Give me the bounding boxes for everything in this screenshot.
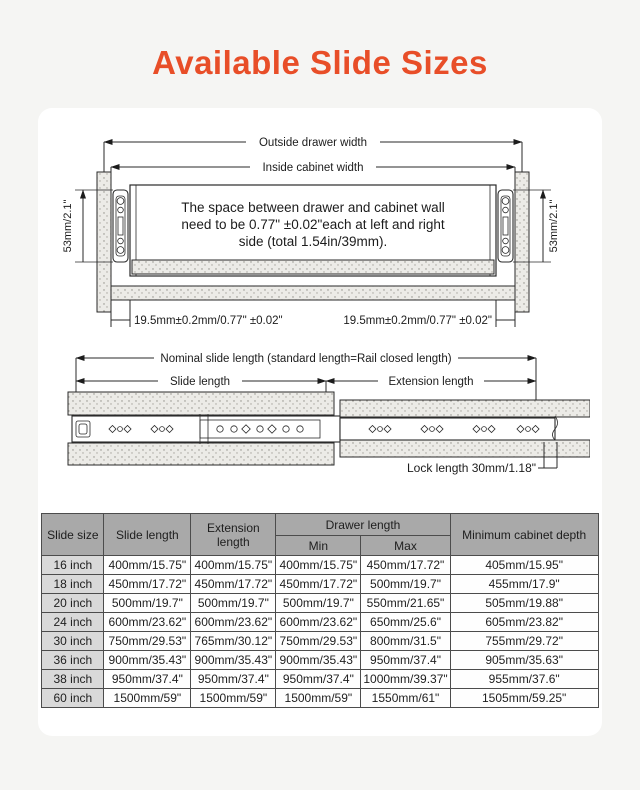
cell: 450mm/17.72" [361, 556, 450, 575]
cell: 505mm/19.88" [450, 594, 598, 613]
bottom-left-gap-label: 19.5mm±0.2mm/0.77" ±0.02" [134, 315, 283, 327]
cell: 750mm/29.53" [276, 632, 361, 651]
inside-cabinet-width-label: Inside cabinet width [262, 162, 364, 174]
cell: 450mm/17.72" [104, 575, 191, 594]
cell: 600mm/23.62" [104, 613, 191, 632]
content-card [38, 108, 602, 736]
cell: 450mm/17.72" [191, 575, 276, 594]
row-label: 38 inch [42, 670, 104, 689]
outside-drawer-width-label: Outside drawer width [258, 137, 368, 149]
cell: 1500mm/59" [104, 689, 191, 708]
nominal-length-label: Nominal slide length (standard length=Rail closed length) [160, 353, 452, 365]
table-row [42, 689, 598, 708]
drawer-width-diagram [60, 120, 580, 348]
col-header-min: Min [276, 536, 361, 556]
right-slide-height-label: 53mm/2.1" [548, 199, 560, 253]
row-label: 60 inch [42, 689, 104, 708]
cell: 950mm/37.4" [276, 670, 361, 689]
table-row [42, 651, 598, 670]
cell: 600mm/23.62" [276, 613, 361, 632]
cell: 450mm/17.72" [276, 575, 361, 594]
slide-length-label: Slide length [169, 376, 231, 388]
cell: 955mm/37.6" [450, 670, 598, 689]
cell: 950mm/37.4" [104, 670, 191, 689]
col-header-slide-size: Slide size [42, 514, 104, 556]
cell: 900mm/35.43" [191, 651, 276, 670]
left-slide-hardware-icon [113, 190, 128, 262]
cell: 605mm/23.82" [450, 613, 598, 632]
table-row [42, 613, 598, 632]
slide-sizes-table [41, 513, 598, 708]
table-row [42, 632, 598, 651]
spacing-note-line2: need to be 0.77" ±0.02"each at left and right [181, 217, 445, 232]
cabinet-bottom-board [111, 286, 515, 300]
cell: 1500mm/59" [276, 689, 361, 708]
lock-length-label: Lock length 30mm/1.18" [407, 461, 536, 475]
col-header-drawer-length: Drawer length [276, 514, 450, 536]
cell: 1550mm/61" [361, 689, 450, 708]
cell: 800mm/31.5" [361, 632, 450, 651]
drawer-bottom-board [132, 260, 494, 274]
cell: 400mm/15.75" [276, 556, 361, 575]
cell: 600mm/23.62" [191, 613, 276, 632]
cell: 750mm/29.53" [104, 632, 191, 651]
col-header-slide-length: Slide length [104, 514, 191, 556]
cell: 500mm/19.7" [104, 594, 191, 613]
cell: 500mm/19.7" [191, 594, 276, 613]
cell: 950mm/37.4" [361, 651, 450, 670]
cell: 455mm/17.9" [450, 575, 598, 594]
row-label: 24 inch [42, 613, 104, 632]
upper-right-wood [340, 400, 590, 417]
cell: 765mm/30.12" [191, 632, 276, 651]
cell: 400mm/15.75" [191, 556, 276, 575]
extension-length-label: Extension length [388, 376, 474, 388]
right-slide-hardware-icon [498, 190, 513, 262]
cell: 1000mm/39.37" [361, 670, 450, 689]
table-row [42, 556, 598, 575]
slide-length-diagram [50, 350, 590, 485]
col-header-max: Max [361, 536, 450, 556]
right-cabinet-wall [515, 172, 529, 312]
table-row [42, 670, 598, 689]
cell: 550mm/21.65" [361, 594, 450, 613]
bottom-right-gap-label: 19.5mm±0.2mm/0.77" ±0.02" [343, 315, 492, 327]
row-label: 30 inch [42, 632, 104, 651]
table-row [42, 575, 598, 594]
table-row [42, 594, 598, 613]
cell: 900mm/35.43" [276, 651, 361, 670]
lower-right-wood [340, 440, 590, 457]
cell: 950mm/37.4" [191, 670, 276, 689]
cell: 500mm/19.7" [361, 575, 450, 594]
upper-left-wood [68, 392, 334, 415]
cell: 755mm/29.72" [450, 632, 598, 651]
cell: 900mm/35.43" [104, 651, 191, 670]
left-slide-height-label: 53mm/2.1" [62, 199, 74, 253]
spacing-note-line3: side (total 1.54in/39mm). [238, 234, 388, 249]
row-label: 36 inch [42, 651, 104, 670]
cell: 905mm/35.63" [450, 651, 598, 670]
left-cabinet-wall [97, 172, 111, 312]
page-title: Available Slide Sizes [152, 44, 488, 81]
row-label: 16 inch [42, 556, 104, 575]
cell: 1500mm/59" [191, 689, 276, 708]
cell: 650mm/25.6" [361, 613, 450, 632]
slide-rail-drawing [72, 414, 558, 444]
cell: 405mm/15.95" [450, 556, 598, 575]
spacing-note-line1: The space between drawer and cabinet wall [181, 200, 445, 215]
col-header-extension-length: Extension length [191, 514, 276, 556]
col-header-min-cabinet-depth: Minimum cabinet depth [450, 514, 598, 556]
lower-left-wood [68, 443, 334, 465]
row-label: 18 inch [42, 575, 104, 594]
cell: 400mm/15.75" [104, 556, 191, 575]
cell: 500mm/19.7" [276, 594, 361, 613]
row-label: 20 inch [42, 594, 104, 613]
cell: 1505mm/59.25" [450, 689, 598, 708]
